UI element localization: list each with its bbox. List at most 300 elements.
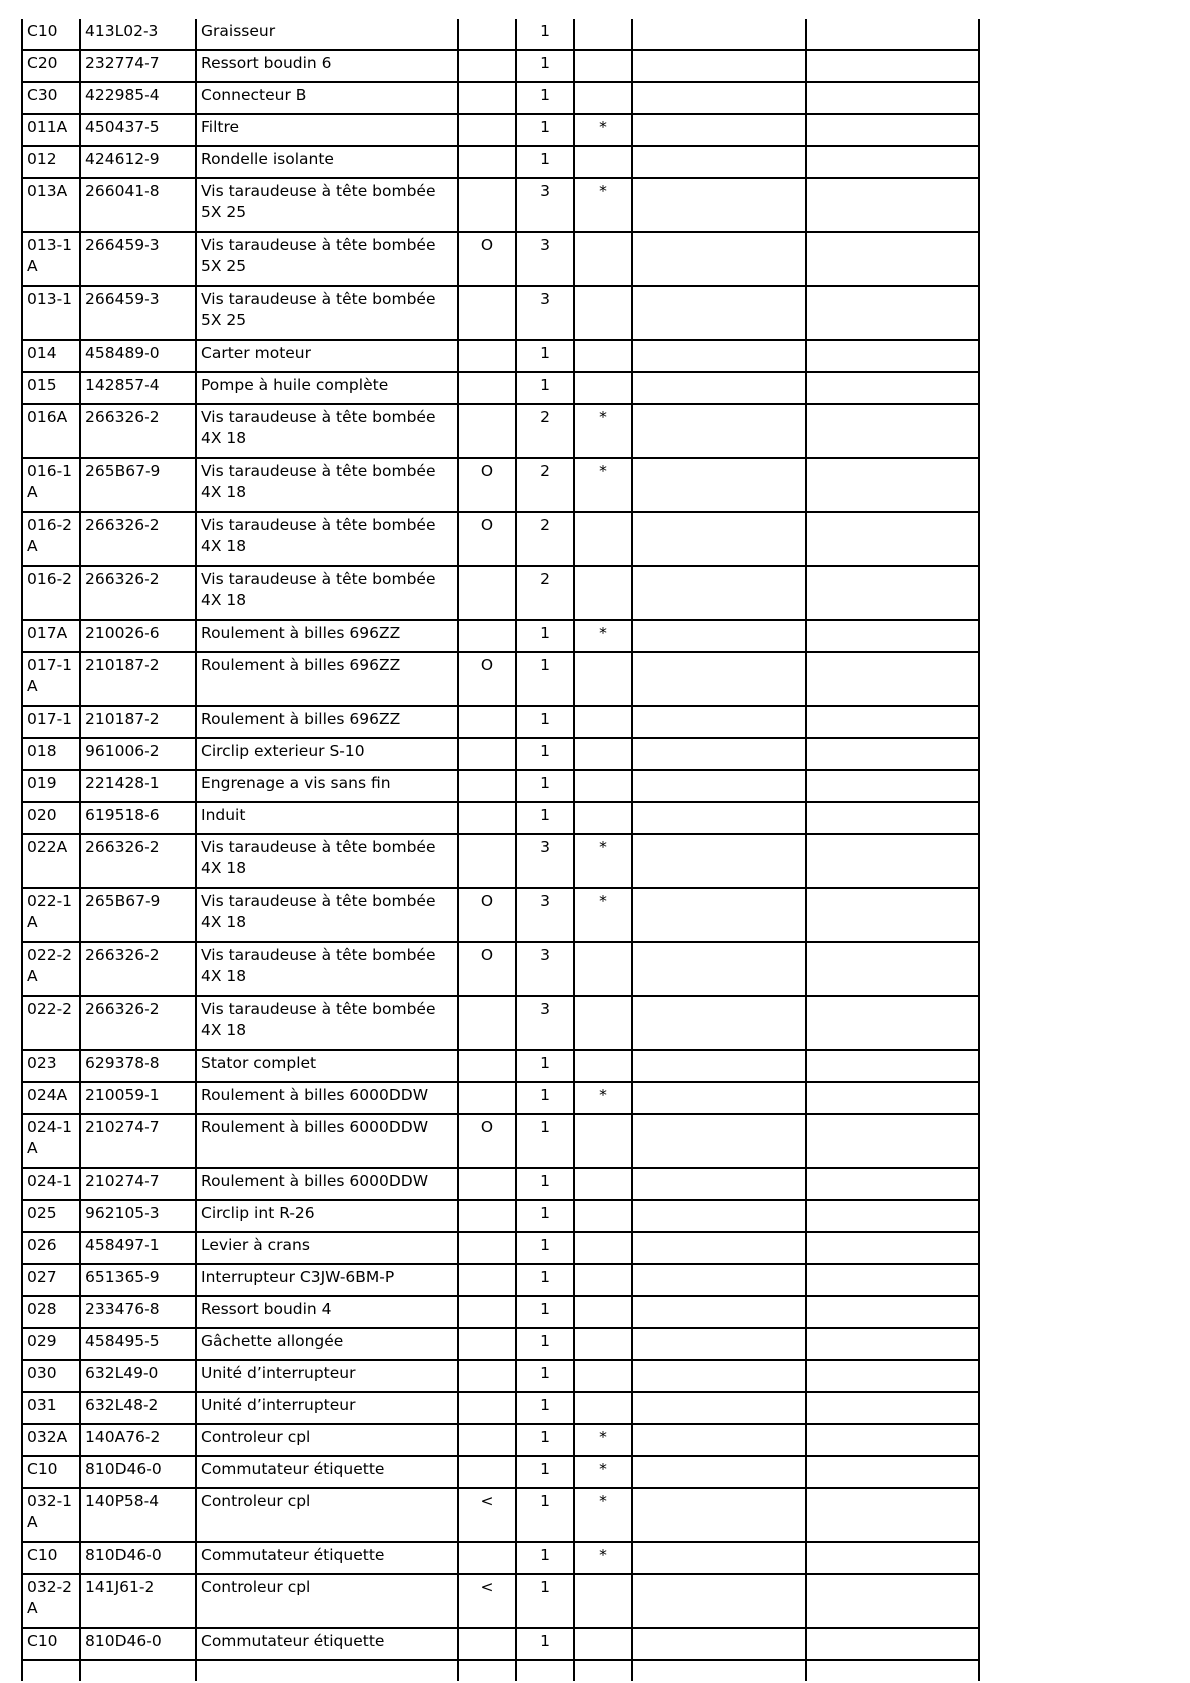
quantity-cell: 1 [516, 1168, 574, 1200]
ref-number-cell: 026 [22, 1232, 80, 1264]
mark-cell [574, 1296, 632, 1328]
part-number-cell: 140A76-2 [80, 1424, 196, 1456]
ref-number-cell: C30 [22, 82, 80, 114]
ref-number-cell: 028 [22, 1296, 80, 1328]
table-row [22, 996, 979, 1050]
table-row [22, 1628, 979, 1660]
quantity-cell: 1 [516, 706, 574, 738]
mark-cell [574, 996, 632, 1050]
ref-number-cell: C20 [22, 50, 80, 82]
note-cell [632, 942, 806, 996]
table-row [22, 114, 979, 146]
note-cell [632, 566, 806, 620]
note-cell [632, 146, 806, 178]
note-cell [806, 146, 979, 178]
quantity-cell: 1 [516, 620, 574, 652]
option-cell [458, 1392, 516, 1424]
mark-cell [574, 1264, 632, 1296]
ref-number-cell: 013-1 A [22, 232, 80, 286]
note-cell [806, 1050, 979, 1082]
ref-number-cell: 022-1 A [22, 888, 80, 942]
empty-cell [196, 1660, 458, 1681]
option-cell [458, 286, 516, 340]
mark-cell: * [574, 888, 632, 942]
note-cell [632, 178, 806, 232]
note-cell [632, 286, 806, 340]
table-row-cutoff [22, 1660, 979, 1681]
option-cell [458, 82, 516, 114]
part-number-cell: 266326-2 [80, 512, 196, 566]
option-cell [458, 1424, 516, 1456]
quantity-cell: 1 [516, 19, 574, 50]
part-number-cell: 210187-2 [80, 652, 196, 706]
mark-cell [574, 82, 632, 114]
mark-cell [574, 1200, 632, 1232]
mark-cell [574, 652, 632, 706]
table-row [22, 146, 979, 178]
note-cell [632, 512, 806, 566]
note-cell [806, 620, 979, 652]
description-cell: Vis taraudeuse à tête bombée 4X 18 [196, 458, 458, 512]
ref-number-cell: 029 [22, 1328, 80, 1360]
note-cell [632, 706, 806, 738]
quantity-cell: 1 [516, 50, 574, 82]
note-cell [806, 1232, 979, 1264]
option-cell: O [458, 652, 516, 706]
quantity-cell: 3 [516, 942, 574, 996]
option-cell [458, 1456, 516, 1488]
description-cell: Roulement à billes 696ZZ [196, 620, 458, 652]
part-number-cell: 961006-2 [80, 738, 196, 770]
part-number-cell: 210274-7 [80, 1168, 196, 1200]
table-row [22, 372, 979, 404]
empty-cell [574, 1660, 632, 1681]
part-number-cell: 629378-8 [80, 1050, 196, 1082]
option-cell: O [458, 942, 516, 996]
table-row [22, 652, 979, 706]
note-cell [806, 802, 979, 834]
description-cell: Unité d’interrupteur [196, 1360, 458, 1392]
table-row [22, 286, 979, 340]
part-number-cell: 266459-3 [80, 286, 196, 340]
note-cell [806, 114, 979, 146]
mark-cell: * [574, 834, 632, 888]
option-cell: O [458, 888, 516, 942]
part-number-cell: 424612-9 [80, 146, 196, 178]
ref-number-cell: 020 [22, 802, 80, 834]
part-number-cell: 632L49-0 [80, 1360, 196, 1392]
ref-number-cell: 016-2 A [22, 512, 80, 566]
quantity-cell: 1 [516, 1232, 574, 1264]
quantity-cell: 2 [516, 512, 574, 566]
note-cell [632, 1456, 806, 1488]
ref-number-cell: 016-1 A [22, 458, 80, 512]
note-cell [632, 114, 806, 146]
description-cell: Engrenage a vis sans fin [196, 770, 458, 802]
description-cell: Roulement à billes 6000DDW [196, 1168, 458, 1200]
table-row [22, 512, 979, 566]
note-cell [806, 770, 979, 802]
part-number-cell: 142857-4 [80, 372, 196, 404]
mark-cell: * [574, 178, 632, 232]
mark-cell [574, 1360, 632, 1392]
mark-cell [574, 942, 632, 996]
option-cell [458, 1328, 516, 1360]
part-number-cell: 810D46-0 [80, 1456, 196, 1488]
ref-number-cell: 032-2 A [22, 1574, 80, 1628]
mark-cell: * [574, 404, 632, 458]
option-cell [458, 1628, 516, 1660]
note-cell [806, 512, 979, 566]
part-number-cell: 458495-5 [80, 1328, 196, 1360]
table-row [22, 620, 979, 652]
note-cell [806, 1328, 979, 1360]
table-row [22, 1542, 979, 1574]
description-cell: Unité d’interrupteur [196, 1392, 458, 1424]
empty-cell [632, 1660, 806, 1681]
ref-number-cell: 017-1 [22, 706, 80, 738]
ref-number-cell: 022-2 [22, 996, 80, 1050]
note-cell [806, 1488, 979, 1542]
part-number-cell: 651365-9 [80, 1264, 196, 1296]
table-row [22, 1424, 979, 1456]
part-number-cell: 266326-2 [80, 834, 196, 888]
ref-number-cell: 012 [22, 146, 80, 178]
part-number-cell: 265B67-9 [80, 458, 196, 512]
ref-number-cell: 030 [22, 1360, 80, 1392]
description-cell: Circlip int R-26 [196, 1200, 458, 1232]
note-cell [806, 738, 979, 770]
mark-cell: * [574, 1082, 632, 1114]
quantity-cell: 1 [516, 146, 574, 178]
table-row [22, 1082, 979, 1114]
description-cell: Commutateur étiquette [196, 1542, 458, 1574]
note-cell [632, 1424, 806, 1456]
option-cell [458, 114, 516, 146]
mark-cell [574, 1328, 632, 1360]
description-cell: Stator complet [196, 1050, 458, 1082]
table-row [22, 1296, 979, 1328]
quantity-cell: 1 [516, 652, 574, 706]
note-cell [632, 1264, 806, 1296]
quantity-cell: 1 [516, 770, 574, 802]
table-row [22, 888, 979, 942]
note-cell [632, 1542, 806, 1574]
note-cell [632, 232, 806, 286]
option-cell [458, 620, 516, 652]
quantity-cell: 1 [516, 1050, 574, 1082]
part-number-cell: 458489-0 [80, 340, 196, 372]
empty-cell [806, 1660, 979, 1681]
ref-number-cell: C10 [22, 1542, 80, 1574]
option-cell [458, 1296, 516, 1328]
note-cell [632, 770, 806, 802]
note-cell [806, 1082, 979, 1114]
mark-cell: * [574, 114, 632, 146]
table-row [22, 1264, 979, 1296]
part-number-cell: 266459-3 [80, 232, 196, 286]
part-number-cell: 210274-7 [80, 1114, 196, 1168]
note-cell [632, 1574, 806, 1628]
note-cell [632, 50, 806, 82]
table-row [22, 1050, 979, 1082]
quantity-cell: 3 [516, 286, 574, 340]
part-number-cell: 619518-6 [80, 802, 196, 834]
note-cell [806, 1628, 979, 1660]
mark-cell [574, 1168, 632, 1200]
quantity-cell: 2 [516, 566, 574, 620]
quantity-cell: 1 [516, 1296, 574, 1328]
quantity-cell: 3 [516, 178, 574, 232]
quantity-cell: 1 [516, 1392, 574, 1424]
part-number-cell: 266326-2 [80, 566, 196, 620]
quantity-cell: 3 [516, 888, 574, 942]
mark-cell: * [574, 1542, 632, 1574]
option-cell [458, 1542, 516, 1574]
quantity-cell: 1 [516, 802, 574, 834]
option-cell [458, 1232, 516, 1264]
description-cell: Gâchette allongée [196, 1328, 458, 1360]
description-cell: Controleur cpl [196, 1574, 458, 1628]
option-cell [458, 146, 516, 178]
part-number-cell: 266326-2 [80, 996, 196, 1050]
option-cell: < [458, 1574, 516, 1628]
note-cell [632, 652, 806, 706]
part-number-cell: 413L02-3 [80, 19, 196, 50]
ref-number-cell: 017A [22, 620, 80, 652]
quantity-cell: 3 [516, 232, 574, 286]
mark-cell [574, 802, 632, 834]
mark-cell: * [574, 1456, 632, 1488]
option-cell: O [458, 458, 516, 512]
note-cell [806, 1542, 979, 1574]
description-cell: Ressort boudin 4 [196, 1296, 458, 1328]
option-cell [458, 706, 516, 738]
table-row [22, 178, 979, 232]
description-cell: Interrupteur C3JW-6BM-P [196, 1264, 458, 1296]
table-row [22, 802, 979, 834]
quantity-cell: 1 [516, 1360, 574, 1392]
table-row [22, 82, 979, 114]
ref-number-cell: 027 [22, 1264, 80, 1296]
note-cell [806, 1264, 979, 1296]
ref-number-cell: 032-1 A [22, 1488, 80, 1542]
quantity-cell: 1 [516, 82, 574, 114]
note-cell [632, 802, 806, 834]
ref-number-cell: 024-1 [22, 1168, 80, 1200]
mark-cell [574, 50, 632, 82]
note-cell [632, 1392, 806, 1424]
part-number-cell: 266326-2 [80, 942, 196, 996]
option-cell [458, 1082, 516, 1114]
mark-cell [574, 19, 632, 50]
option-cell [458, 770, 516, 802]
mark-cell [574, 566, 632, 620]
table-row [22, 1360, 979, 1392]
description-cell: Roulement à billes 696ZZ [196, 706, 458, 738]
description-cell: Vis taraudeuse à tête bombée 4X 18 [196, 512, 458, 566]
part-number-cell: 232774-7 [80, 50, 196, 82]
note-cell [806, 996, 979, 1050]
note-cell [632, 404, 806, 458]
description-cell: Vis taraudeuse à tête bombée 4X 18 [196, 834, 458, 888]
quantity-cell: 1 [516, 1574, 574, 1628]
note-cell [632, 1488, 806, 1542]
empty-cell [458, 1660, 516, 1681]
option-cell [458, 178, 516, 232]
mark-cell [574, 1114, 632, 1168]
description-cell: Roulement à billes 6000DDW [196, 1082, 458, 1114]
note-cell [806, 178, 979, 232]
parts-table [21, 19, 980, 1681]
description-cell: Controleur cpl [196, 1488, 458, 1542]
note-cell [632, 458, 806, 512]
description-cell: Vis taraudeuse à tête bombée 4X 18 [196, 888, 458, 942]
ref-number-cell: C10 [22, 1628, 80, 1660]
ref-number-cell: 016-2 [22, 566, 80, 620]
quantity-cell: 1 [516, 340, 574, 372]
table-row [22, 1114, 979, 1168]
note-cell [632, 996, 806, 1050]
ref-number-cell: 025 [22, 1200, 80, 1232]
note-cell [632, 1232, 806, 1264]
description-cell: Vis taraudeuse à tête bombée 4X 18 [196, 942, 458, 996]
mark-cell [574, 340, 632, 372]
table-row [22, 706, 979, 738]
option-cell [458, 566, 516, 620]
table-row [22, 770, 979, 802]
description-cell: Graisseur [196, 19, 458, 50]
ref-number-cell: 022A [22, 834, 80, 888]
quantity-cell: 1 [516, 1424, 574, 1456]
ref-number-cell: 019 [22, 770, 80, 802]
description-cell: Carter moteur [196, 340, 458, 372]
description-cell: Roulement à billes 696ZZ [196, 652, 458, 706]
option-cell [458, 1200, 516, 1232]
note-cell [806, 1200, 979, 1232]
quantity-cell: 3 [516, 996, 574, 1050]
part-number-cell: 210187-2 [80, 706, 196, 738]
ref-number-cell: 017-1 A [22, 652, 80, 706]
parts-table-body [22, 19, 979, 1681]
part-number-cell: 450437-5 [80, 114, 196, 146]
option-cell [458, 834, 516, 888]
description-cell: Controleur cpl [196, 1424, 458, 1456]
mark-cell [574, 1050, 632, 1082]
part-number-cell: 632L48-2 [80, 1392, 196, 1424]
table-row [22, 1328, 979, 1360]
empty-cell [516, 1660, 574, 1681]
note-cell [632, 1328, 806, 1360]
quantity-cell: 3 [516, 834, 574, 888]
option-cell [458, 50, 516, 82]
note-cell [632, 1050, 806, 1082]
description-cell: Vis taraudeuse à tête bombée 4X 18 [196, 404, 458, 458]
note-cell [806, 340, 979, 372]
option-cell [458, 1168, 516, 1200]
ref-number-cell: 013-1 [22, 286, 80, 340]
description-cell: Vis taraudeuse à tête bombée 4X 18 [196, 566, 458, 620]
note-cell [632, 82, 806, 114]
quantity-cell: 1 [516, 1542, 574, 1574]
option-cell [458, 372, 516, 404]
table-row [22, 404, 979, 458]
mark-cell: * [574, 458, 632, 512]
note-cell [806, 82, 979, 114]
mark-cell [574, 286, 632, 340]
note-cell [632, 19, 806, 50]
part-number-cell: 233476-8 [80, 1296, 196, 1328]
note-cell [806, 834, 979, 888]
note-cell [806, 942, 979, 996]
table-row [22, 19, 979, 50]
note-cell [632, 1296, 806, 1328]
description-cell: Ressort boudin 6 [196, 50, 458, 82]
part-number-cell: 810D46-0 [80, 1542, 196, 1574]
part-number-cell: 810D46-0 [80, 1628, 196, 1660]
mark-cell [574, 1392, 632, 1424]
mark-cell [574, 706, 632, 738]
note-cell [806, 888, 979, 942]
quantity-cell: 1 [516, 1264, 574, 1296]
table-row [22, 1392, 979, 1424]
description-cell: Vis taraudeuse à tête bombée 5X 25 [196, 232, 458, 286]
table-row [22, 1488, 979, 1542]
note-cell [632, 888, 806, 942]
ref-number-cell: 013A [22, 178, 80, 232]
mark-cell: * [574, 620, 632, 652]
table-row [22, 566, 979, 620]
mark-cell [574, 1628, 632, 1660]
note-cell [632, 1114, 806, 1168]
quantity-cell: 1 [516, 1114, 574, 1168]
table-row [22, 458, 979, 512]
note-cell [806, 19, 979, 50]
empty-cell [22, 1660, 80, 1681]
table-row [22, 1168, 979, 1200]
quantity-cell: 1 [516, 372, 574, 404]
quantity-cell: 1 [516, 1200, 574, 1232]
ref-number-cell: C10 [22, 19, 80, 50]
description-cell: Rondelle isolante [196, 146, 458, 178]
description-cell: Filtre [196, 114, 458, 146]
part-number-cell: 210059-1 [80, 1082, 196, 1114]
ref-number-cell: 022-2 A [22, 942, 80, 996]
description-cell: Roulement à billes 6000DDW [196, 1114, 458, 1168]
option-cell: < [458, 1488, 516, 1542]
ref-number-cell: 024A [22, 1082, 80, 1114]
table-row [22, 1574, 979, 1628]
quantity-cell: 1 [516, 1628, 574, 1660]
note-cell [632, 1168, 806, 1200]
note-cell [806, 652, 979, 706]
note-cell [806, 566, 979, 620]
note-cell [806, 404, 979, 458]
quantity-cell: 1 [516, 114, 574, 146]
description-cell: Vis taraudeuse à tête bombée 5X 25 [196, 286, 458, 340]
table-row [22, 340, 979, 372]
ref-number-cell: 015 [22, 372, 80, 404]
mark-cell [574, 1232, 632, 1264]
ref-number-cell: 011A [22, 114, 80, 146]
note-cell [806, 458, 979, 512]
ref-number-cell: 018 [22, 738, 80, 770]
description-cell: Levier à crans [196, 1232, 458, 1264]
note-cell [632, 1200, 806, 1232]
description-cell: Circlip exterieur S-10 [196, 738, 458, 770]
empty-cell [80, 1660, 196, 1681]
option-cell [458, 1360, 516, 1392]
